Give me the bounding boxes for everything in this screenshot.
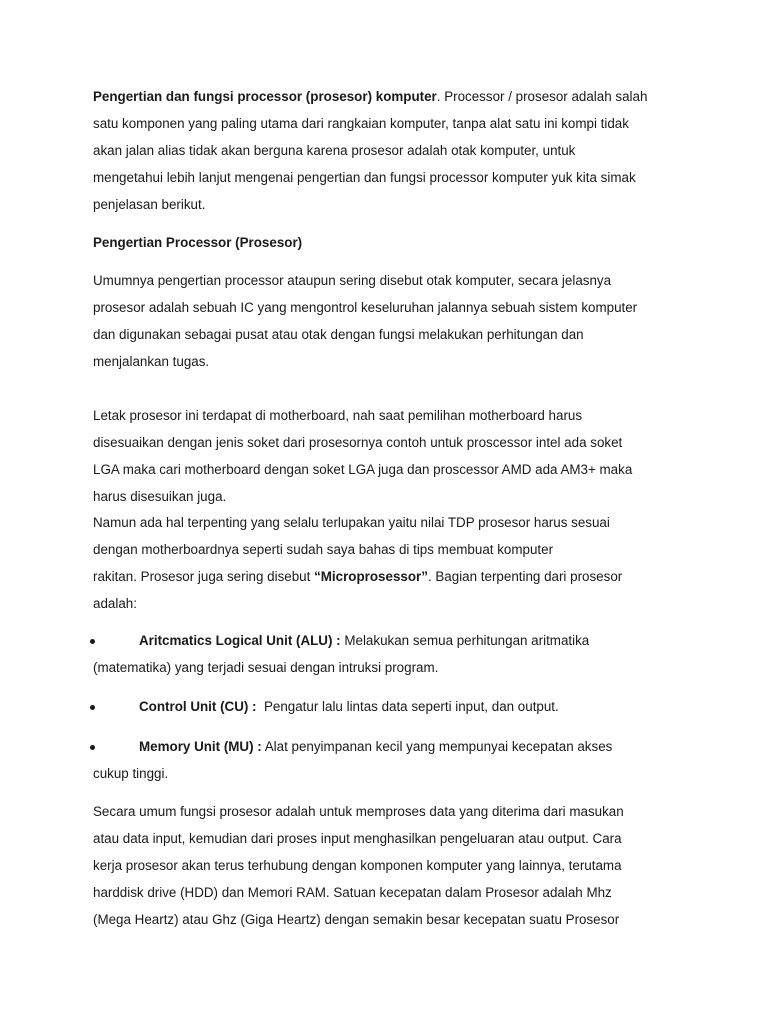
intro-line-2: satu komponen yang paling utama dari rangkaian komputer, tanpa alat satu ini kompi tidak [93,116,629,131]
section-heading: Pengertian Processor (Prosesor) [93,235,303,250]
microprosessor-term: “Microprosessor” [314,569,428,584]
para3-line-3-post: . Bagian terpenting dari prosesor [427,569,623,584]
para3-line-1: Namun ada hal terpenting yang selalu terlupakan yaitu nilai TDP prosesor harus sesuai [93,515,610,530]
para3-line-2: dengan motherboardnya seperti sudah saya bahas di tips membuat komputer [93,542,554,557]
list-bullet-2 [90,705,95,710]
para4-line-1: Secara umum fungsi prosesor adalah untuk memproses data yang diterima dari masukan [93,804,624,819]
para2-line-3: LGA maka cari motherboard dengan soket LGA juga dan proscessor AMD ada AM3+ maka [93,462,633,477]
list-term-mu: Memory Unit (MU) : [139,739,262,754]
para4-line-5: (Mega Heartz) atau Ghz (Giga Heartz) dengan semakin besar kecepatan suatu Prosesor [93,912,620,927]
intro-lead-bold: Pengertian dan fungsi processor (prosesor) komputer [93,89,437,104]
list-desc-alu: Melakukan semua perhitungan aritmatika [340,633,590,648]
intro-line-5: penjelasan berikut. [93,197,206,212]
list-cont-alu: (matematika) yang terjadi sesuai dengan intruksi program. [93,660,439,675]
intro-line-1 [93,88,647,106]
para4-line-3: kerja prosesor akan terus terhubung dengan komponen komputer yang lainnya, terutama [93,858,622,873]
list-term-alu: Aritcmatics Logical Unit (ALU) : [139,633,341,648]
para2-line-1: Letak prosesor ini terdapat di motherboard, nah saat pemilihan motherboard harus [93,408,583,423]
intro-line-4: mengetahui lebih lanjut mengenai pengertian dan fungsi processor komputer yuk kita simak [93,170,636,185]
para4-line-4: harddisk drive (HDD) dan Memori RAM. Satuan kecepatan dalam Prosesor adalah Mhz [93,885,612,900]
list-item-mu [139,738,612,756]
para3-line-3 [93,568,622,586]
para2-line-2: disesuaikan dengan jenis soket dari prosesornya contoh untuk proscessor intel ada soket [93,435,623,450]
para3-line-3-pre: rakitan. Prosesor juga sering disebut [93,569,315,584]
para1-line-4: menjalankan tugas. [93,354,210,369]
para4-line-2: atau data input, kemudian dari proses input menghasilkan pengeluaran atau output. Cara [93,831,622,846]
intro-lead-rest: . Processor / prosesor adalah salah [436,89,648,104]
para1-line-3: dan digunakan sebagai pusat atau otak dengan fungsi melakukan perhitungan dan [93,327,584,342]
list-cont-mu: cukup tinggi. [93,766,169,781]
list-term-cu: Control Unit (CU) : [139,699,257,714]
list-desc-mu: Alat penyimpanan kecil yang mempunyai kecepatan akses [261,739,613,754]
list-desc-cu: Pengatur lalu lintas data seperti input, dan output. [256,699,559,714]
para3-line-4: adalah: [93,596,137,611]
list-item-alu [139,632,589,650]
para1-line-2: prosesor adalah sebuah IC yang mengontrol keseluruhan jalannya sebuah sistem komputer [93,300,638,315]
para2-line-4: harus disesuikan juga. [93,489,227,504]
list-bullet-1 [90,639,95,644]
intro-line-3: akan jalan alias tidak akan berguna karena prosesor adalah otak komputer, untuk [93,143,576,158]
para1-line-1: Umumnya pengertian processor ataupun sering disebut otak komputer, secara jelasnya [93,273,612,288]
list-item-cu [139,698,559,716]
list-bullet-3 [90,745,95,750]
